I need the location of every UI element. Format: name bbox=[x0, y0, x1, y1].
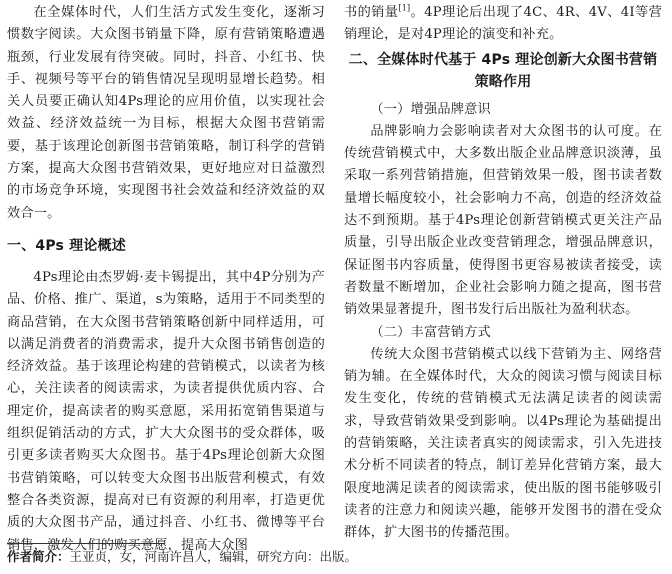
continued-paragraph bbox=[344, 2, 662, 47]
citation-ref: [1] bbox=[398, 3, 411, 13]
subsection-1-heading: （一）增强品牌意识 bbox=[370, 101, 491, 117]
section-2-heading: 二、全媒体时代基于 4Ps 理论创新大众图书营销策略作用 bbox=[348, 51, 658, 90]
subsection-2-heading: （二）丰富营销方式 bbox=[370, 324, 491, 340]
intro-paragraph: 在全媒体时代，人们生活方式发生变化，逐渐习惯数字阅读。大众图书销量下降，原有营销策略遭遇瓶颈，行业发展有待突破。同时，抖音、小红书、快手、视频号等平台的销售情况呈现明显增长趋势。相关人员要正确认知4Ps理论的应用价值，以实现社会效益、经济效益统一为目标，根据大众图书营销需要，基于该理论创新图书营销策略，制订科学的营销方案，提高大众图书营销效果，更好地应对日益激烈的市场竞争环境，实现图书社会效益和经济效益的双效合一。 bbox=[7, 5, 325, 221]
left-column bbox=[7, 2, 325, 557]
right-column bbox=[344, 2, 662, 545]
section-1-heading: 一、4Ps 理论概述 bbox=[7, 237, 126, 254]
continued-text-before-ref: 书的销量 bbox=[344, 5, 399, 20]
subsection-2-paragraph: 传统大众图书营销模式以线下营销为主、网络营销为辅。在全媒体时代，大众的阅读习惯与阅读目标发生变化，传统的营销模式无法满足读者的阅读需求，导致营销效果受到影响。以4Ps理论为基础提出的营销策略，关注读者真实的阅读需求，引入先进技术分析不同读者的特点，制订差异化营销方案，最大限度地满足读者的阅读需求，使出版的图书能够吸引读者的注意力和阅读兴趣，能够开发图书的潜在受众群体，扩大图书的传播范围。 bbox=[344, 346, 662, 541]
footnote-label: 作者简介： bbox=[7, 549, 70, 564]
author-footnote bbox=[7, 547, 667, 567]
continued-text-after-ref: 。4P理论后出现了4C、4R、4V、4I等营销理论，是对4P理论的演变和补充。 bbox=[344, 5, 662, 43]
subsection-1-paragraph: 品牌影响力会影响读者对大众图书的认可度。在传统营销模式中，大多数出版企业品牌意识淡薄，虽采取一系列营销措施，但营销效果一般，图书读者数量增长幅度较小，社会影响力不高，创造的经济效益达不到预期。基于4Ps理论创新营销模式更关注产品质量，引导出版企业改变营销理念，增强品牌意识，保证图书内容质量，使得图书更容易被读者接受，读者数量不断增加，企业社会影响力随之提高，图书营销效果显著提升，图书发行后出版社为盈利状态。 bbox=[344, 123, 662, 318]
footnote-text: 王亚贞，女，河南许昌人，编辑，研究方向：出版。 bbox=[69, 549, 358, 564]
section-1-paragraph: 4Ps理论由杰罗姆·麦卡锡提出，其中4P分别为产品、价格、推广、渠道，s为策略，适用于不同类型的商品营销，在大众图书营销策略创新中同样适用，可以满足消费者的消费需求，提升大众图书销售创造的经济效益。基于该理论构建的营销模式，以读者为核心，关注读者的阅读需求，为读者提供优质内容、合理定价，提高读者的购买意愿，采用拓宽销售渠道与组织促销活动的方式，扩大大众图书的受众群体，吸引更多读者购买大众图书。基于4Ps理论创新大众图书营销策略，可以转变大众图书出版营利模式，有效整合各类资源，提高对已有资源的利用率，打造更优质的大众图书产品，通过抖音、小红书、微博等平台销售，激发人们的购买意愿，提高大众图 bbox=[7, 269, 325, 553]
footnote-divider bbox=[7, 543, 165, 544]
